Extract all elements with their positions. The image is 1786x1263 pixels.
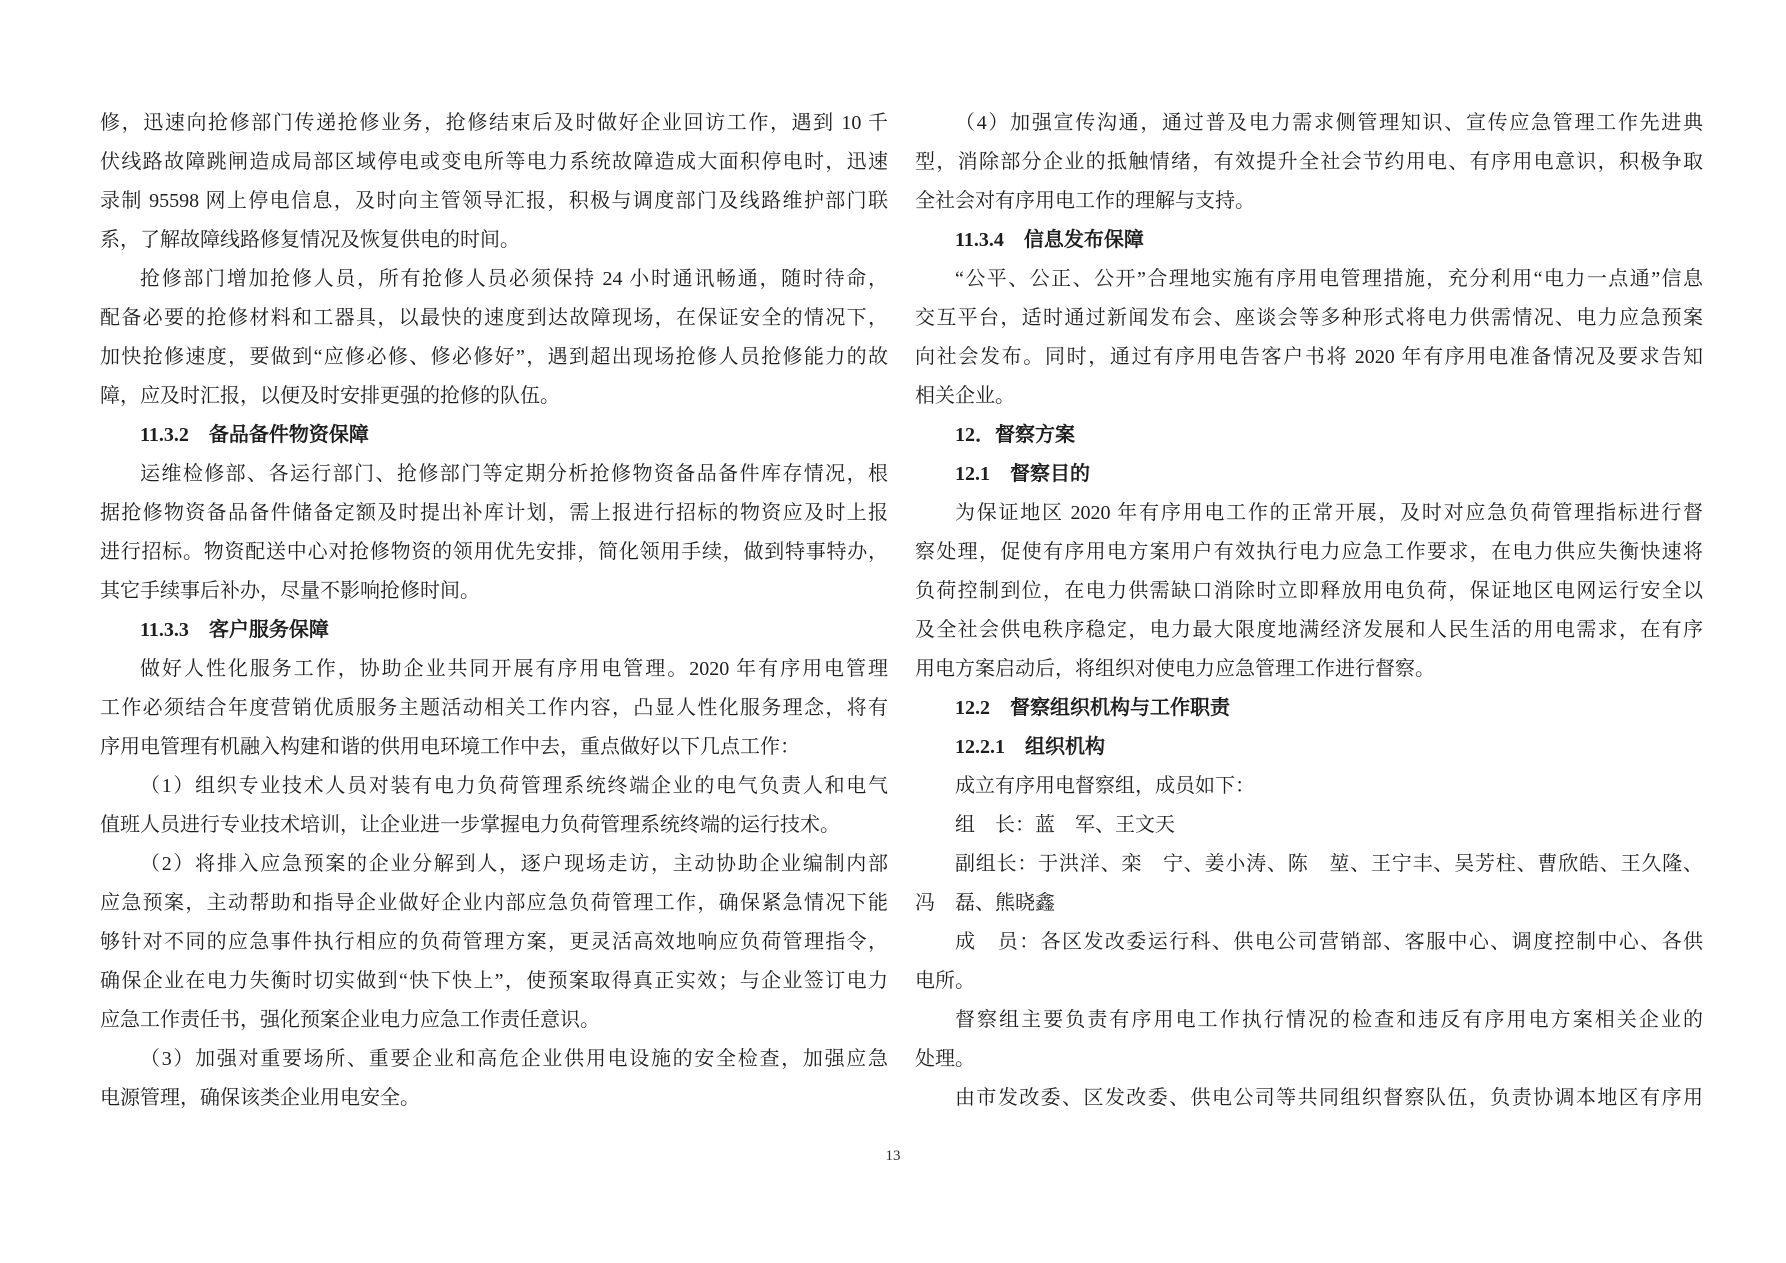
- text-line: 电所。: [915, 970, 975, 992]
- section-heading: 12．督察方案: [955, 424, 1075, 446]
- text-line: 据抢修物资备品备件储备定额及时提出补库计划，需上报进行招标的物资应及时上报: [100, 502, 888, 524]
- text-line: 型，消除部分企业的抵触情绪，有效提升全社会节约用电、有序用电意识，积极争取: [915, 151, 1703, 173]
- text-line: 确保企业在电力失衡时切实做到“快下快上”，使预案取得真正实效；与企业签订电力: [100, 970, 888, 992]
- text-line: 处理。: [915, 1048, 975, 1070]
- text-line: 加快抢修速度，要做到“应修必修、修必修好”，遇到超出现场抢修人员抢修能力的故: [100, 346, 888, 368]
- text-line: 伏线路故障跳闸造成局部区域停电或变电所等电力系统故障造成大面积停电时，迅速: [100, 151, 888, 173]
- section-heading: 11.3.4 信息发布保障: [955, 229, 1144, 251]
- text-line: 应急预案，主动帮助和指导企业做好企业内部应急负荷管理工作，确保紧急情况下能: [100, 892, 888, 914]
- text-line: 够针对不同的应急事件执行相应的负荷管理方案，更灵活高效地响应负荷管理指令，: [100, 931, 888, 953]
- text-line: 冯 磊、熊晓鑫: [915, 892, 1055, 914]
- text-line: （3）加强对重要场所、重要企业和高危企业供用电设施的安全检查，加强应急: [140, 1048, 888, 1070]
- text-line: 成立有序用电督察组，成员如下：: [955, 775, 1255, 797]
- text-line: 录制 95598 网上停电信息，及时向主管领导汇报，积极与调度部门及线路维护部门联: [100, 190, 888, 212]
- section-heading: 11.3.3 客户服务保障: [140, 619, 329, 641]
- text-line: 相关企业。: [915, 385, 1015, 407]
- text-line: （4）加强宣传沟通，通过普及电力需求侧管理知识、宣传应急管理工作先进典: [955, 112, 1703, 134]
- right-column: [915, 104, 1703, 1118]
- text-line: 序用电管理有机融入构建和谐的供用电环境工作中去，重点做好以下几点工作：: [100, 736, 800, 758]
- text-line: 交互平台，适时通过新闻发布会、座谈会等多种形式将电力供需情况、电力应急预案: [915, 307, 1703, 329]
- section-heading: 12.2.1 组织机构: [955, 736, 1105, 758]
- text-line: 运维检修部、各运行部门、抢修部门等定期分析抢修物资备品备件库存情况，根: [140, 463, 888, 485]
- text-line: 由市发改委、区发改委、供电公司等共同组织督察队伍，负责协调本地区有序用: [955, 1087, 1703, 1109]
- text-line: 组 长：蓝 军、王文天: [955, 814, 1175, 836]
- section-heading: 12.1 督察目的: [955, 463, 1090, 485]
- text-line: （1）组织专业技术人员对装有电力负荷管理系统终端企业的电气负责人和电气: [140, 775, 888, 797]
- text-line: 向社会发布。同时，通过有序用电告客户书将 2020 年有序用电准备情况及要求告知: [915, 346, 1703, 368]
- text-line: 抢修部门增加抢修人员，所有抢修人员必须保持 24 小时通讯畅通，随时待命，: [140, 268, 888, 290]
- text-line: 副组长：于洪洋、栾 宁、姜小涛、陈 堃、王宁丰、吴芳柱、曹欣皓、王久隆、: [955, 853, 1703, 875]
- text-line: 系，了解故障线路修复情况及恢复供电的时间。: [100, 229, 520, 251]
- text-line: 成 员：各区发改委运行科、供电公司营销部、客服中心、调度控制中心、各供: [955, 931, 1703, 953]
- text-line: 及全社会供电秩序稳定，电力最大限度地满经济发展和人民生活的用电需求，在有序: [915, 619, 1703, 641]
- text-line: 其它手续事后补办，尽量不影响抢修时间。: [100, 580, 480, 602]
- text-line: 督察组主要负责有序用电工作执行情况的检查和违反有序用电方案相关企业的: [955, 1009, 1703, 1031]
- left-column: [100, 104, 888, 1118]
- text-line: 察处理，促使有序用电方案用户有效执行电力应急工作要求，在电力供应失衡快速将: [915, 541, 1703, 563]
- text-line: 障，应及时汇报，以便及时安排更强的抢修的队伍。: [100, 385, 560, 407]
- page-number: 13: [885, 1148, 901, 1164]
- text-line: 修，迅速向抢修部门传递抢修业务，抢修结束后及时做好企业回访工作，遇到 10 千: [100, 112, 888, 134]
- text-line: 全社会对有序用电工作的理解与支持。: [915, 190, 1255, 212]
- text-line: 应急工作责任书，强化预案企业电力应急工作责任意识。: [100, 1009, 600, 1031]
- text-line: 工作必须结合年度营销优质服务主题活动相关工作内容，凸显人性化服务理念，将有: [100, 697, 888, 719]
- text-line: 电源管理，确保该类企业用电安全。: [100, 1087, 420, 1109]
- text-line: 值班人员进行专业技术培训，让企业进一步掌握电力负荷管理系统终端的运行技术。: [100, 814, 840, 836]
- text-line: 进行招标。物资配送中心对抢修物资的领用优先安排，简化领用手续，做到特事特办，: [100, 541, 888, 563]
- text-line: 配备必要的抢修材料和工器具，以最快的速度到达故障现场，在保证安全的情况下，: [100, 307, 888, 329]
- text-line: 负荷控制到位，在电力供需缺口消除时立即释放用电负荷，保证地区电网运行安全以: [915, 580, 1703, 602]
- text-line: 用电方案启动后，将组织对使电力应急管理工作进行督察。: [915, 658, 1435, 680]
- section-heading: 12.2 督察组织机构与工作职责: [955, 697, 1230, 719]
- text-line: “公平、公正、公开”合理地实施有序用电管理措施，充分利用“电力一点通”信息: [955, 268, 1703, 290]
- section-heading: 11.3.2 备品备件物资保障: [140, 424, 369, 446]
- text-line: 做好人性化服务工作，协助企业共同开展有序用电管理。2020 年有序用电管理: [140, 658, 888, 680]
- text-line: （2）将排入应急预案的企业分解到人，逐户现场走访，主动协助企业编制内部: [140, 853, 888, 875]
- text-line: 为保证地区 2020 年有序用电工作的正常开展，及时对应急负荷管理指标进行督: [955, 502, 1703, 524]
